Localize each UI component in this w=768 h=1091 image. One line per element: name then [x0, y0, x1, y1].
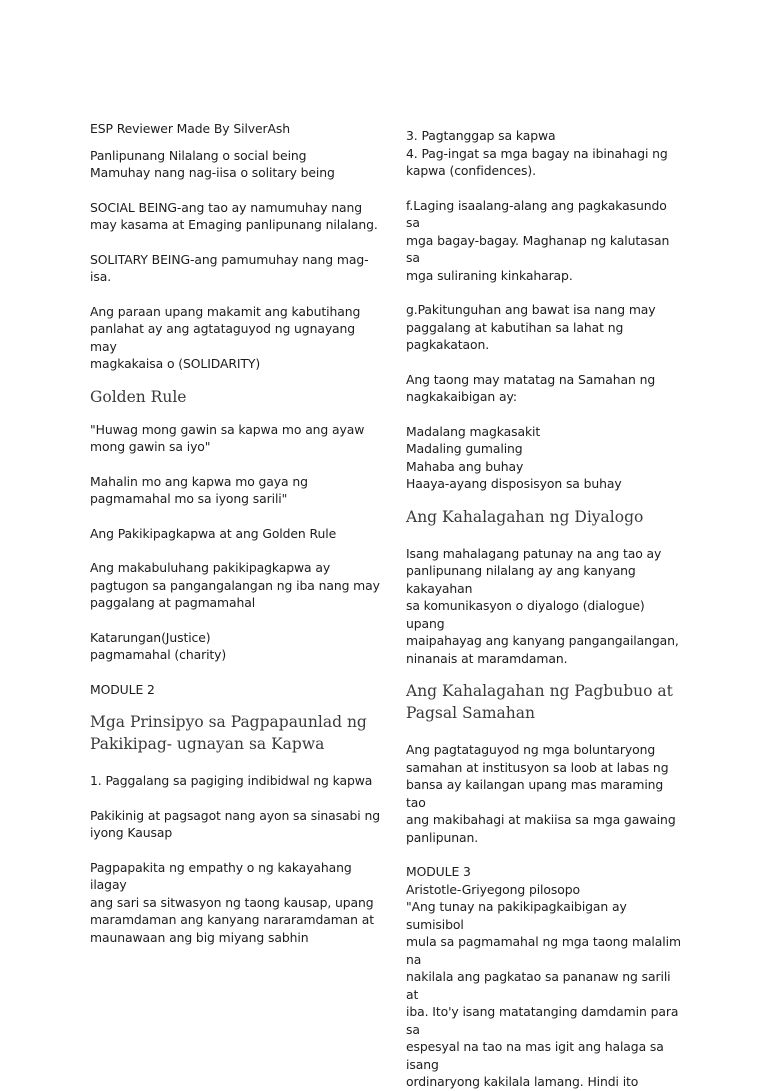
right-column	[406, 120, 681, 1091]
paragraph-pakikipagkapwa: Ang Pakikipagkapwa at ang Golden Rule	[90, 525, 337, 541]
heading-mga-prinsipyo: Mga Prinsipyo sa Pagpapaunlad ng Pakikipag- ugnayan sa Kapwa	[90, 713, 367, 753]
paragraph-golden-rule-quote: "Huwag mong gawin sa kapwa mo ang ayaw mong gawin sa iyo"	[90, 421, 365, 454]
paragraph-mahalin: Mahalin mo ang kapwa mo gaya ng pagmamahal mo sa iyong sarili"	[90, 473, 308, 506]
paragraph-solitary-being-definition: SOLITARY BEING-ang pamumuhay nang mag-isa.	[90, 251, 369, 284]
paragraph-pakitunguhan: g.Pakitunguhan ang bawat isa nang may paggalang at kabutihan sa lahat ng pagkakataon.	[406, 302, 656, 352]
paragraph-solidarity: Ang paraan upang makamit ang kabutihang panlahat ay ang agtataguyod ng ugnayang may magkakaisa o (SOLIDARITY)	[90, 303, 361, 371]
paragraph-pagtanggap: 3. Pagtanggap sa kapwa 4. Pag-ingat sa mga bagay na ibinahagi ng kapwa (confidences).	[406, 128, 668, 178]
paragraph-paggalang: 1. Paggalang sa pagiging indibidwal ng kapwa	[90, 773, 373, 788]
heading-golden-rule: Golden Rule	[90, 387, 187, 406]
paragraph-diyalogo: Isang mahalagang patunay na ang tao ay panlipunang nilalang ay ang kanyang kakayahan sa komunikasyon o diyalogo (dialogue) upang maipahayag ang kanyang pangangailangan, ninanais at maramdaman.	[406, 545, 679, 666]
module-2-label: MODULE 2	[90, 681, 155, 697]
paragraph-matatag-na-samahan: Ang taong may matatag na Samahan ng nagkakaibigan ay:	[406, 371, 656, 404]
paragraph-makabuluhang-pakikipagkapwa: Ang makabuluhang pakikipagkapwa ay pagtugon sa pangangalangan ng iba nang may paggalang at pagmamahal	[90, 560, 380, 610]
reviewer-title: ESP Reviewer Made By SilverAsh	[90, 121, 291, 136]
paragraph-social-being-definition: SOCIAL BEING-ang tao ay namumuhay nang may kasama at Emaging panlipunang nilalang.	[90, 199, 378, 232]
paragraph-pakikinig: Pakikinig at pagsagot nang ayon sa sinasabi ng iyong Kausap	[90, 807, 380, 840]
heading-kahalagahan-pagbubuo: Ang Kahalagahan ng Pagbubuo at Pagsal Samahan	[406, 682, 673, 722]
paragraph-empathy: Pagpapakita ng empathy o ng kakayahang ilagay ang sari sa sitwasyon ng taong kausap, upang maramdaman ang kanyang nararamdaman at maunawaan ang big miyang sabhin	[90, 859, 375, 945]
paragraph-boluntaryong-samahan: Ang pagtataguyod ng mga boluntaryong samahan at institusyon sa loob at labas ng bansa ay kailangan upang mas maraming tao ang makibahagi at makiisa sa mga gawaing panlipunan.	[406, 742, 676, 845]
paragraph-pagkakasundo: f.Laging isaalang-alang ang pagkakasundo sa mga bagay-bagay. Maghanap ng kalutasan sa mga suliraning kinkaharap.	[406, 197, 670, 283]
heading-kahalagahan-diyalogo: Ang Kahalagahan ng Diyalogo	[406, 507, 644, 526]
left-column	[90, 120, 380, 946]
paragraph-katarungan: Katarungan(Justice) pagmamahal (charity)	[90, 629, 227, 662]
paragraph-benefits-list: Madalang magkasakit Madaling gumaling Mahaba ang buhay Haaya-ayang disposisyon sa buhay	[406, 423, 622, 491]
paragraph-social-being: Panlipunang Nilalang o social being Mamuhay nang nag-iisa o solitary being	[90, 147, 335, 180]
paragraph-module-3-aristotle: MODULE 3 Aristotle-Griyegong pilosopo "Ang tunay na pakikipagkaibigan ay sumisibol mula sa pagmamahal ng mga taong malalim na nakilala ang pagkatao sa pananaw ng sarili at iba. Ito'y isang matatanging damdamin para sa espesyal na tao na mas igit ang halaga sa isang ordinaryong kakilala lamang. Hindi ito	[406, 864, 681, 1089]
